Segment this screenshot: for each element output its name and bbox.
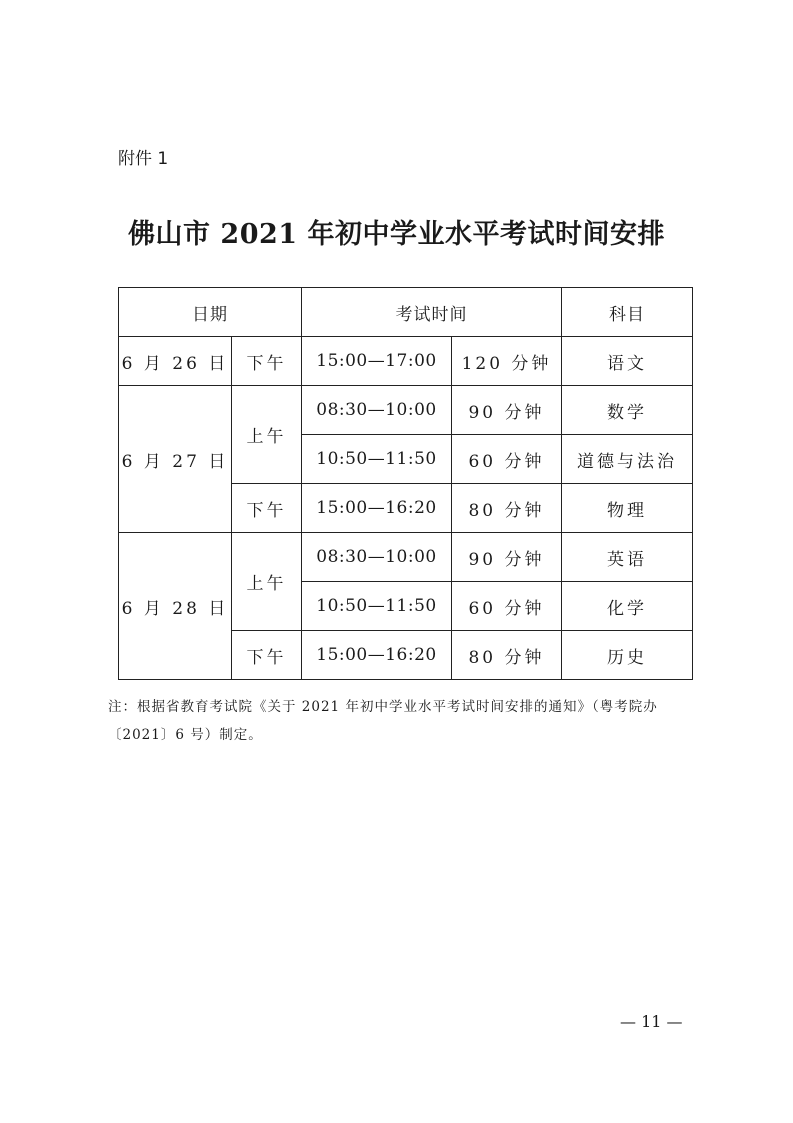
duration-cell: 80 分钟 [452,631,562,680]
duration-cell: 120 分钟 [452,337,562,386]
header-date: 日期 [119,288,302,337]
page-number: — 11 — [620,1012,683,1031]
period-cell: 上午 [232,386,302,484]
period-cell: 上午 [232,533,302,631]
table-row [119,533,693,582]
document-title: 佛山市 2021 年初中学业水平考试时间安排 [128,219,665,250]
time-cell: 10:50—11:50 [302,435,452,484]
subject-cell: 语文 [562,337,693,386]
date-cell: 6 月 27 日 [119,386,232,533]
attachment-label: 附件 1 [118,149,169,169]
period-cell: 下午 [232,484,302,533]
subject-cell: 数学 [562,386,693,435]
date-cell: 6 月 26 日 [119,337,232,386]
duration-cell: 80 分钟 [452,484,562,533]
time-cell: 15:00—16:20 [302,631,452,680]
duration-cell: 90 分钟 [452,533,562,582]
subject-cell: 历史 [562,631,693,680]
period-cell: 下午 [232,337,302,386]
time-cell: 08:30—10:00 [302,533,452,582]
time-cell: 10:50—11:50 [302,582,452,631]
table-header-row [119,288,693,337]
subject-cell: 英语 [562,533,693,582]
exam-schedule-table [118,287,693,680]
footnote: 注：根据省教育考试院《关于 2021 年初中学业水平考试时间安排的通知》（粤考院办〔2021〕6 号）制定。 [108,699,658,743]
time-cell: 15:00—16:20 [302,484,452,533]
header-exam-time: 考试时间 [302,288,562,337]
subject-cell: 化学 [562,582,693,631]
table-row [119,337,693,386]
duration-cell: 60 分钟 [452,582,562,631]
time-cell: 15:00—17:00 [302,337,452,386]
duration-cell: 90 分钟 [452,386,562,435]
duration-cell: 60 分钟 [452,435,562,484]
table-row [119,386,693,435]
date-cell: 6 月 28 日 [119,533,232,680]
header-subject: 科目 [562,288,693,337]
subject-cell: 物理 [562,484,693,533]
subject-cell: 道德与法治 [562,435,693,484]
time-cell: 08:30—10:00 [302,386,452,435]
period-cell: 下午 [232,631,302,680]
